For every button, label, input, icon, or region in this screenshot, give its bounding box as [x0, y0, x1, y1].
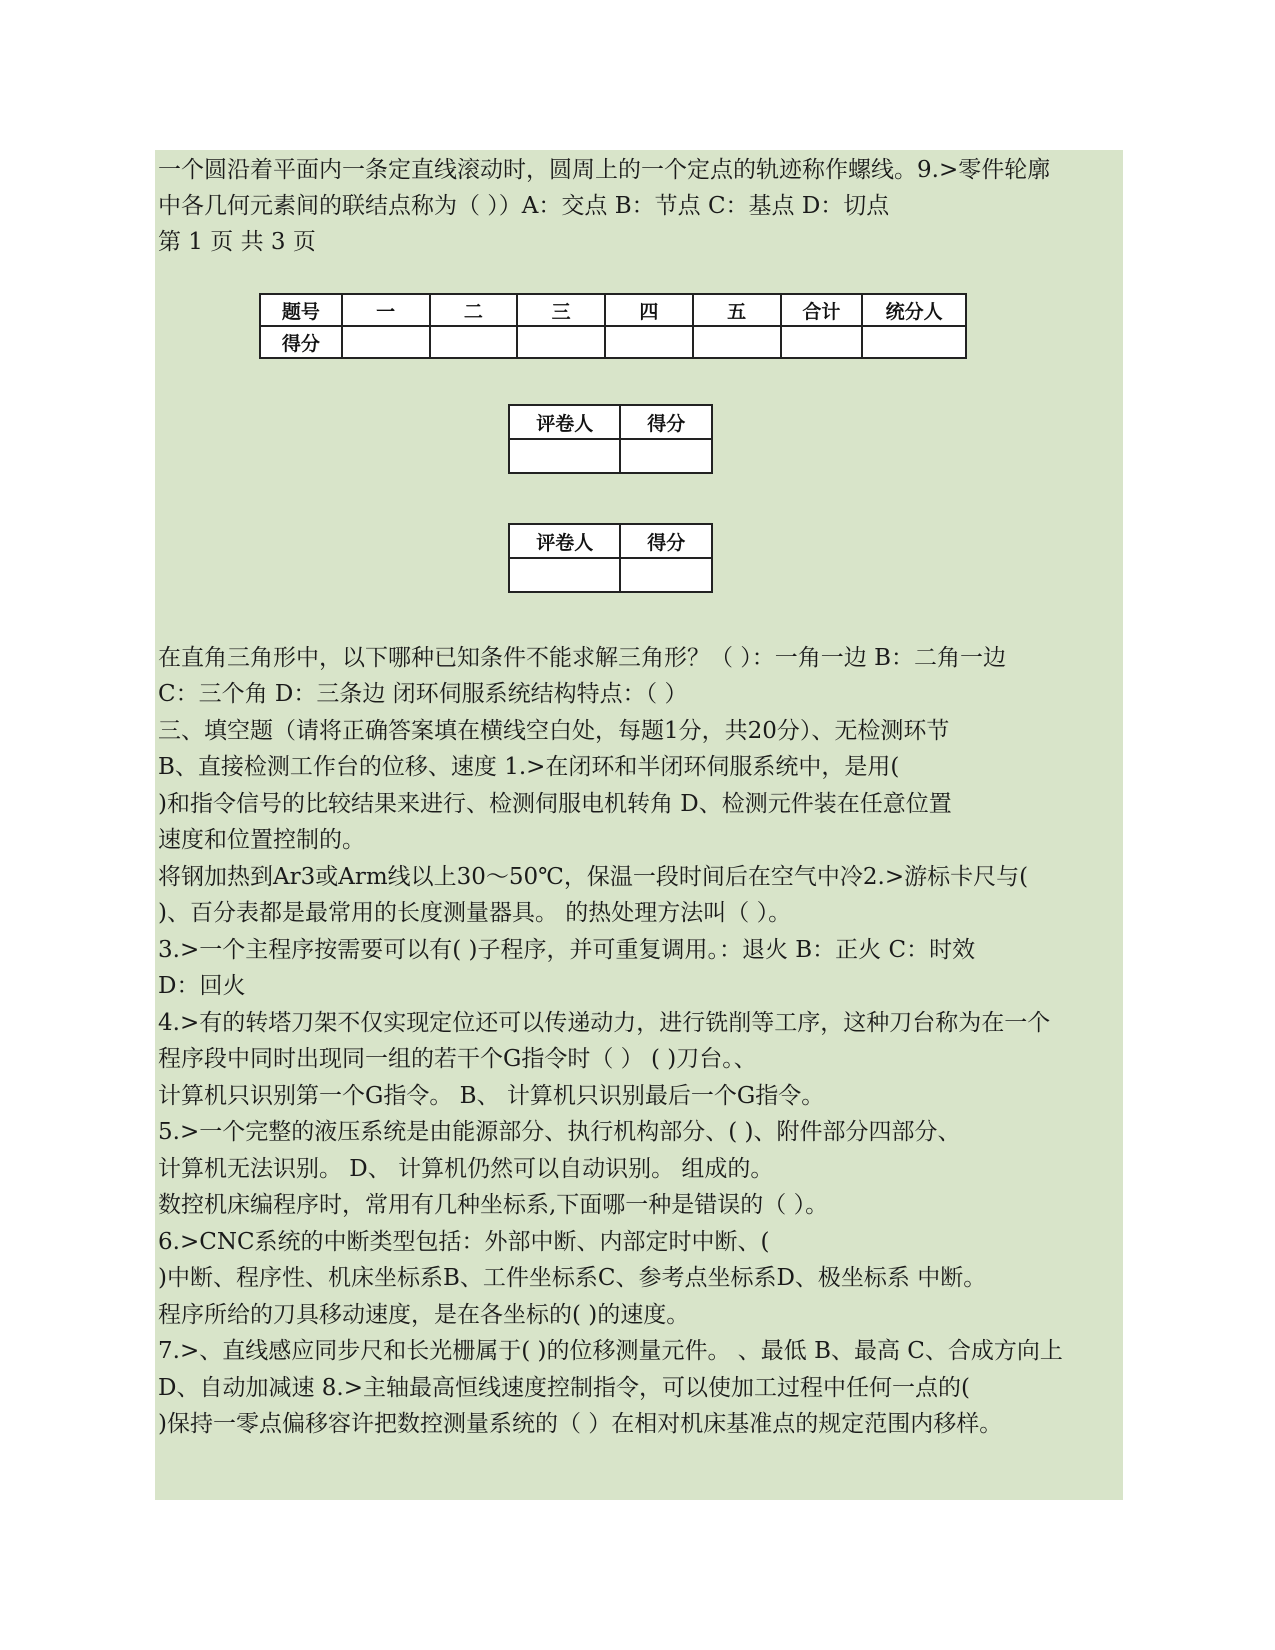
- text-line: 数控机床编程序时，常用有几种坐标系,下面哪一种是错误的（ ）。: [158, 1192, 829, 1218]
- grader-header-cell: 评卷人: [509, 405, 620, 439]
- page-number-line: 第 1 页 共 3 页: [158, 229, 316, 255]
- score-cell: [620, 439, 712, 473]
- text-line: )、百分表都是最常用的长度测量器具。 的热处理方法叫（ ）。: [158, 900, 792, 926]
- score-header-cell: 得分: [620, 405, 712, 439]
- score-table: [259, 293, 967, 359]
- text-line: )保持一零点偏移容许把数控测量系统的（ ）在相对机床基准点的规定范围内移样。: [158, 1411, 1003, 1437]
- score-header-cell: 四: [605, 294, 693, 326]
- text-line: 3.>一个主程序按需要可以有( )子程序，并可重复调用。：退火 B：正火 C：时效: [158, 937, 976, 963]
- text-line: 在直角三角形中，以下哪种已知条件不能求解三角形？（ ）：一角一边 B：二角一边: [158, 645, 1007, 671]
- score-cell: [620, 558, 712, 592]
- score-cell: [342, 326, 430, 358]
- grader-table-blank-row: [509, 558, 712, 592]
- score-header-cell: 得分: [620, 524, 712, 558]
- score-header-cell: 题号: [260, 294, 342, 326]
- text-line: 6.>CNC系统的中断类型包括：外部中断、内部定时中断、(: [158, 1229, 770, 1255]
- page-sheet: [155, 150, 1123, 1500]
- grader-cell: [509, 558, 620, 592]
- text-line: 5.>一个完整的液压系统是由能源部分、执行机构部分、( )、附件部分四部分、: [158, 1119, 961, 1145]
- text-line: 计算机只识别第一个G指令。 B、 计算机只识别最后一个G指令。: [158, 1083, 825, 1109]
- text-line: 一个圆沿着平面内一条定直线滚动时，圆周上的一个定点的轨迹称作螺线。9.>零件轮廓: [158, 157, 1051, 183]
- score-cell: [605, 326, 693, 358]
- score-cell: [430, 326, 518, 358]
- text-line: 计算机无法识别。 D、 计算机仍然可以自动识别。 组成的。: [158, 1156, 774, 1182]
- score-cell: [862, 326, 966, 358]
- text-line: 程序所给的刀具移动速度，是在各坐标的( )的速度。: [158, 1302, 690, 1328]
- text-line: D：回火: [158, 973, 246, 999]
- score-header-cell: 统分人: [862, 294, 966, 326]
- score-cell: [781, 326, 863, 358]
- text-line: 4.>有的转塔刀架不仅实现定位还可以传递动力，进行铣削等工序，这种刀台称为在一个: [158, 1010, 1051, 1036]
- grader-table: [508, 523, 713, 593]
- grader-table: [508, 404, 713, 474]
- grader-table-blank-row: [509, 439, 712, 473]
- grader-table-header-row: [509, 524, 712, 558]
- text-line: 将钢加热到Ar3或Arm线以上30～50℃，保温一段时间后在空气中冷2.>游标卡尺与(: [158, 864, 1029, 890]
- score-cell: [693, 326, 781, 358]
- grader-header-cell: 评卷人: [509, 524, 620, 558]
- text-line: D、自动加减速 8.>主轴最高恒线速度控制指令，可以使加工过程中任何一点的(: [158, 1375, 970, 1401]
- text-line: C：三个角 D：三条边 闭环伺服系统结构特点：（ ）: [158, 681, 688, 707]
- score-cell: [517, 326, 605, 358]
- text-line: 7.>、直线感应同步尺和长光栅属于( )的位移测量元件。 、最低 B、最高 C、合成方向上: [158, 1338, 1063, 1364]
- score-header-cell: 五: [693, 294, 781, 326]
- score-header-cell: 三: [517, 294, 605, 326]
- score-header-cell: 一: [342, 294, 430, 326]
- text-line: )中断、程序性、机床坐标系B、工件坐标系C、参考点坐标系D、极坐标系 中断。: [158, 1265, 987, 1291]
- text-line: 三、填空题（请将正确答案填在横线空白处，每题1分，共20分）、无检测环节: [158, 718, 950, 744]
- score-table-header-row: [260, 294, 966, 326]
- text-line: 程序段中同时出现同一组的若干个G指令时（ ） ( )刀台。、: [158, 1046, 757, 1072]
- grader-cell: [509, 439, 620, 473]
- text-line: 中各几何元素间的联结点称为（ ））A：交点 B：节点 C：基点 D：切点: [158, 193, 890, 219]
- score-table-score-row: [260, 326, 966, 358]
- score-header-cell: 合计: [781, 294, 863, 326]
- text-line: )和指令信号的比较结果来进行、检测伺服电机转角 D、检测元件装在任意位置: [158, 791, 952, 817]
- text-line: B、直接检测工作台的位移、速度 1.>在闭环和半闭环伺服系统中，是用(: [158, 754, 900, 780]
- grader-table-header-row: [509, 405, 712, 439]
- score-row-label: 得分: [260, 326, 342, 358]
- text-line: 速度和位置控制的。: [158, 827, 365, 853]
- score-header-cell: 二: [430, 294, 518, 326]
